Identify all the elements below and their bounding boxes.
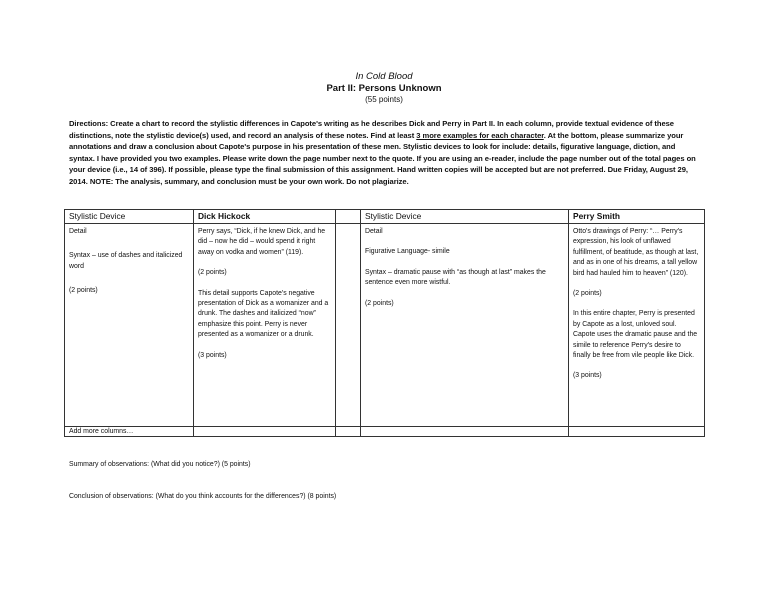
- cell-perry-devices: [361, 224, 569, 427]
- conclusion-prompt: Conclusion of observations: (What do you think accounts for the differences?) (8 points): [69, 493, 337, 500]
- cell-dick-evidence: [194, 224, 336, 427]
- table-row: [65, 224, 705, 427]
- cell-text: Syntax – use of dashes and italicized word: [69, 252, 183, 270]
- summary-prompt: Summary of observations: (What did you notice?) (5 points): [69, 461, 251, 468]
- cell-text: (2 points): [573, 290, 602, 298]
- empty-cell: [569, 427, 705, 437]
- add-more-columns: Add more columns…: [65, 427, 194, 437]
- header-perry-smith: Perry Smith: [569, 210, 705, 224]
- cell-dick-devices: [65, 224, 194, 427]
- cell-gap: [336, 224, 361, 427]
- cell-text: Detail: [365, 228, 383, 235]
- empty-cell: [361, 427, 569, 437]
- document-subtitle: Part II: Persons Unknown: [326, 83, 442, 94]
- total-points: (55 points): [365, 95, 403, 104]
- cell-text: Figurative Language- simile: [365, 248, 450, 256]
- directions-underlined: 3 more examples for each character: [416, 130, 544, 140]
- table-header-row: [65, 210, 705, 224]
- cell-text: Syntax – dramatic pause with “as though at last” makes the sentence even more wistful.: [365, 268, 546, 287]
- table-row: [65, 427, 705, 437]
- cell-text: (3 points): [198, 351, 227, 359]
- empty-cell: [194, 427, 336, 437]
- cell-text: Otto's drawings of Perry: “… Perry's expression, his look of unflawed fulfillment, of beatitude, as though at last, and as in one of his dreams, a tall yellow bird had hauled him to heaven” (120).: [573, 228, 699, 277]
- header-stylistic-device-1: Stylistic Device: [65, 210, 194, 224]
- cell-text: This detail supports Capote's negative presentation of Dick as a womanizer and a drunk. The dashes and italicized “now” emphasize this point. Perry is never presented as a womanizer or a drunk.: [198, 289, 329, 339]
- cell-text: In this entire chapter, Perry is presented by Capote as a lost, unloved soul. Capote uses the dramatic pause and the simile to reference Perry's desire to finally be free from vile people like Dick.: [573, 310, 698, 360]
- cell-text: (2 points): [69, 287, 98, 295]
- directions-text-start: Directions: Create a chart to record the stylistic differences in Capote's writing as he describes Dick and Perry in Part II. In each column, provide textual evidence of these distinctions, note the stylistic device(s) used, and record an analysis of these notes. Find at least: [69, 119, 674, 140]
- stylistic-chart: [64, 209, 705, 437]
- cell-text: Detail: [69, 228, 87, 235]
- directions-paragraph: [69, 118, 699, 188]
- directions-text-end: . At the bottom, please summarize your annotations and draw a conclusion about Capote's purpose in his presentation of these men. Stylistic devices to look for include: details, figurative language, diction, and syntax. I have provided you two examples. Please write down the page number next to the quote. If you are using an e-reader, include the page number out of the total pages on your device (i.e., 14 of 396). If possible, please type the final submission of this assignment. Hand written copies will be accepted but are not preferred. Due Friday, August 29, 2014. NOTE: The analysis, summary, and conclusion must be your own work. Do not plagiarize.: [69, 130, 696, 186]
- cell-text: Perry says, “Dick, if he knew Dick, and he did – now he did – would spend it right away on vodka and women” (119).: [198, 228, 326, 256]
- document-title: In Cold Blood: [355, 71, 413, 82]
- cell-text: (2 points): [198, 269, 227, 277]
- cell-text: (3 points): [573, 372, 602, 380]
- title-block: [0, 71, 768, 105]
- header-gap: [336, 210, 361, 224]
- header-stylistic-device-2: Stylistic Device: [361, 210, 569, 224]
- header-dick-hickock: Dick Hickock: [194, 210, 336, 224]
- empty-cell: [336, 427, 361, 437]
- cell-text: (2 points): [365, 299, 394, 307]
- cell-perry-evidence: [569, 224, 705, 427]
